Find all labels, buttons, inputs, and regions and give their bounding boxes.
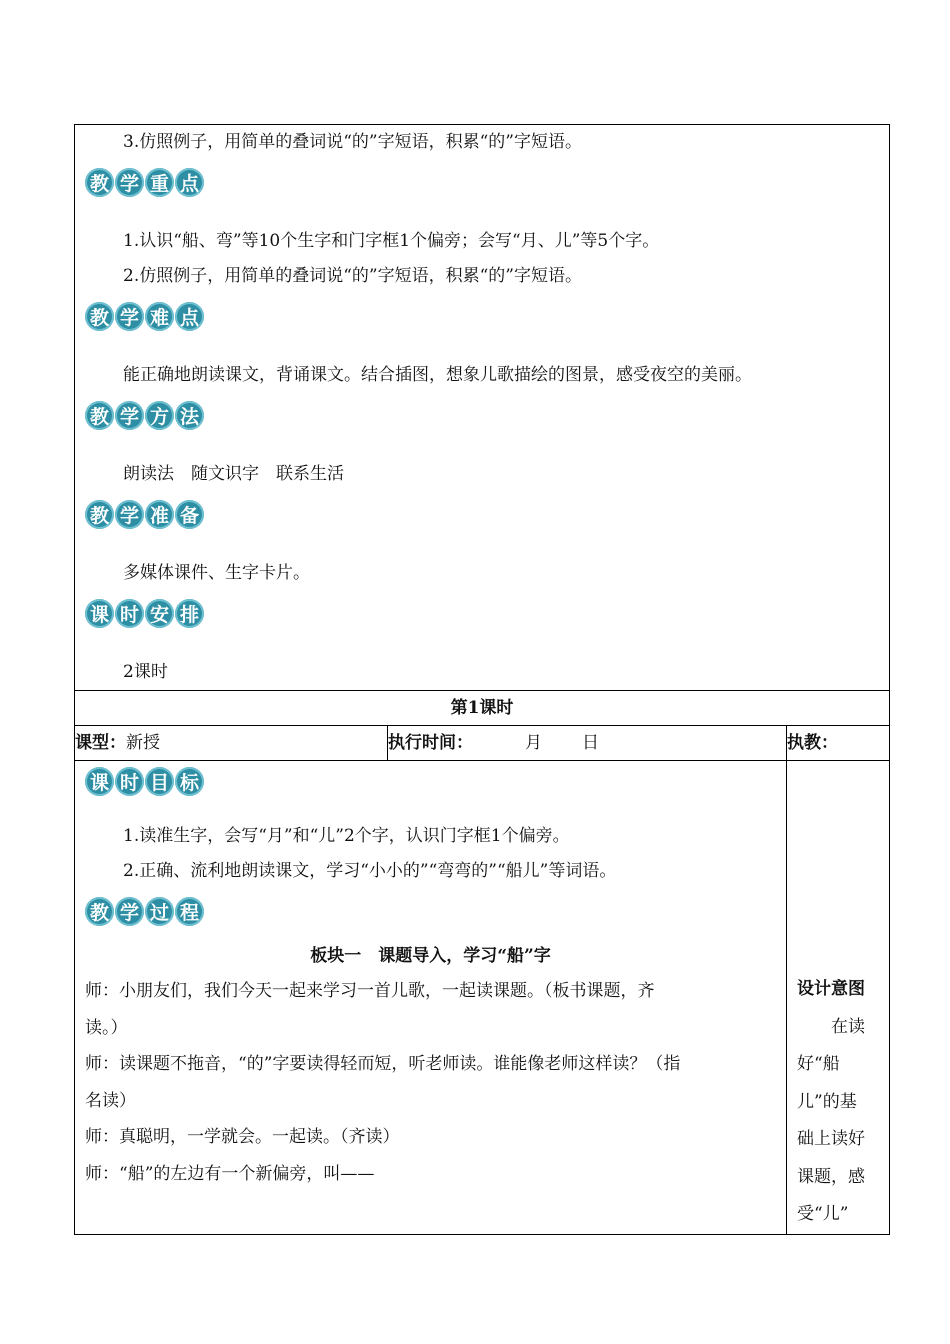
badge-char: 时 bbox=[115, 599, 144, 628]
badge-char: 课 bbox=[85, 767, 114, 796]
badge-char: 准 bbox=[145, 500, 174, 529]
badge-char: 学 bbox=[115, 302, 144, 331]
badge-prep bbox=[75, 496, 889, 532]
execution-time-label: 执行时间： bbox=[388, 733, 473, 753]
badge-char: 重 bbox=[145, 168, 174, 197]
teacher-label: 执教： bbox=[787, 726, 890, 761]
badge-char: 法 bbox=[175, 401, 204, 430]
goal-1: 1.读准生字，会写“月”和“儿”2个字，认识门字框1个偏旁。 bbox=[123, 826, 570, 846]
badge-char: 教 bbox=[85, 168, 114, 197]
badge-char: 教 bbox=[85, 302, 114, 331]
section-title: 板块一 课题导入，学习“船”字 bbox=[310, 946, 551, 966]
design-line: 受“儿” bbox=[797, 1204, 849, 1224]
badge-char: 教 bbox=[85, 897, 114, 926]
badge-char: 教 bbox=[85, 500, 114, 529]
month-label: 月 bbox=[525, 733, 542, 753]
badge-char: 教 bbox=[85, 401, 114, 430]
badge-method bbox=[75, 397, 889, 433]
lesson-info-row bbox=[75, 726, 890, 761]
lesson-plan-table bbox=[74, 124, 890, 1235]
badge-char: 备 bbox=[175, 500, 204, 529]
badge-char: 学 bbox=[115, 500, 144, 529]
key-point-1: 1.认识“船、弯”等10个生字和门字框1个偏旁；会写“月、儿”等5个字。 bbox=[123, 231, 660, 251]
badge-schedule bbox=[75, 595, 889, 631]
objective-3: 3.仿照例子，用简单的叠词说“的”字短语，积累“的”字短语。 bbox=[123, 132, 582, 152]
design-intent bbox=[787, 761, 889, 1234]
lesson-type-label: 课型： bbox=[75, 733, 126, 753]
design-intent-title: 设计意图 bbox=[797, 979, 865, 999]
design-line: 础上读好 bbox=[797, 1129, 865, 1149]
goal-2: 2.正确、流利地朗读课文，学习“小小的”“弯弯的”“船儿”等词语。 bbox=[123, 861, 617, 881]
overview-row bbox=[75, 125, 890, 691]
design-line: 好“船 bbox=[797, 1054, 840, 1074]
difficulty-text: 能正确地朗读课文，背诵课文。结合插图，想象儿歌描绘的图景，感受夜空的美丽。 bbox=[123, 365, 752, 385]
badge-char: 安 bbox=[145, 599, 174, 628]
lesson-type-cell bbox=[75, 726, 388, 761]
dialog-line: 师：读课题不拖音，“的”字要读得轻而短，听老师读。谁能像老师这样读？（指 bbox=[85, 1054, 681, 1074]
prep-text: 多媒体课件、生字卡片。 bbox=[123, 563, 310, 583]
dialog-line: 名读） bbox=[85, 1090, 136, 1111]
dialog-line: 师：“船”的左边有一个新偏旁，叫—— bbox=[85, 1163, 375, 1184]
dialog-line: 师：小朋友们，我们今天一起来学习一首儿歌，一起读课题。（板书课题，齐 bbox=[85, 981, 655, 1001]
badge-char: 排 bbox=[175, 599, 204, 628]
badge-char: 方 bbox=[145, 401, 174, 430]
badge-char: 点 bbox=[175, 168, 204, 197]
badge-char: 学 bbox=[115, 168, 144, 197]
design-line: 在读 bbox=[831, 1016, 865, 1037]
badge-char: 点 bbox=[175, 302, 204, 331]
badge-char: 难 bbox=[145, 302, 174, 331]
badge-char: 过 bbox=[145, 897, 174, 926]
badge-char: 时 bbox=[115, 767, 144, 796]
schedule-text: 2课时 bbox=[123, 662, 168, 682]
badge-char: 学 bbox=[115, 897, 144, 926]
dialog-line: 读。） bbox=[85, 1017, 128, 1038]
design-line: 课题，感 bbox=[797, 1166, 865, 1187]
badge-char: 标 bbox=[175, 767, 204, 796]
badge-key-points bbox=[75, 164, 889, 200]
design-intent-cell bbox=[787, 761, 890, 1235]
badge-char: 目 bbox=[145, 767, 174, 796]
badge-char: 程 bbox=[175, 897, 204, 926]
lesson-content-row bbox=[75, 761, 890, 1235]
overview-cell bbox=[75, 125, 890, 691]
lesson-plan-page bbox=[74, 124, 889, 1235]
lesson-title-row bbox=[75, 691, 890, 726]
badge-char: 学 bbox=[115, 401, 144, 430]
execution-time-cell bbox=[388, 726, 787, 761]
badge-char: 课 bbox=[85, 599, 114, 628]
dialog-line: 师：真聪明，一学就会。一起读。（齐读） bbox=[85, 1127, 400, 1147]
badge-goals bbox=[75, 763, 786, 799]
badge-process bbox=[75, 893, 786, 929]
design-line: 儿”的基 bbox=[797, 1091, 857, 1112]
lesson-title: 第1课时 bbox=[75, 691, 890, 726]
lesson-content-cell bbox=[75, 761, 787, 1235]
lesson-type-value: 新授 bbox=[126, 733, 160, 753]
badge-difficulty bbox=[75, 298, 889, 334]
day-label: 日 bbox=[582, 733, 599, 753]
key-point-2: 2.仿照例子，用简单的叠词说“的”字短语，积累“的”字短语。 bbox=[123, 266, 582, 286]
method-text: 朗读法 随文识字 联系生活 bbox=[123, 464, 344, 484]
